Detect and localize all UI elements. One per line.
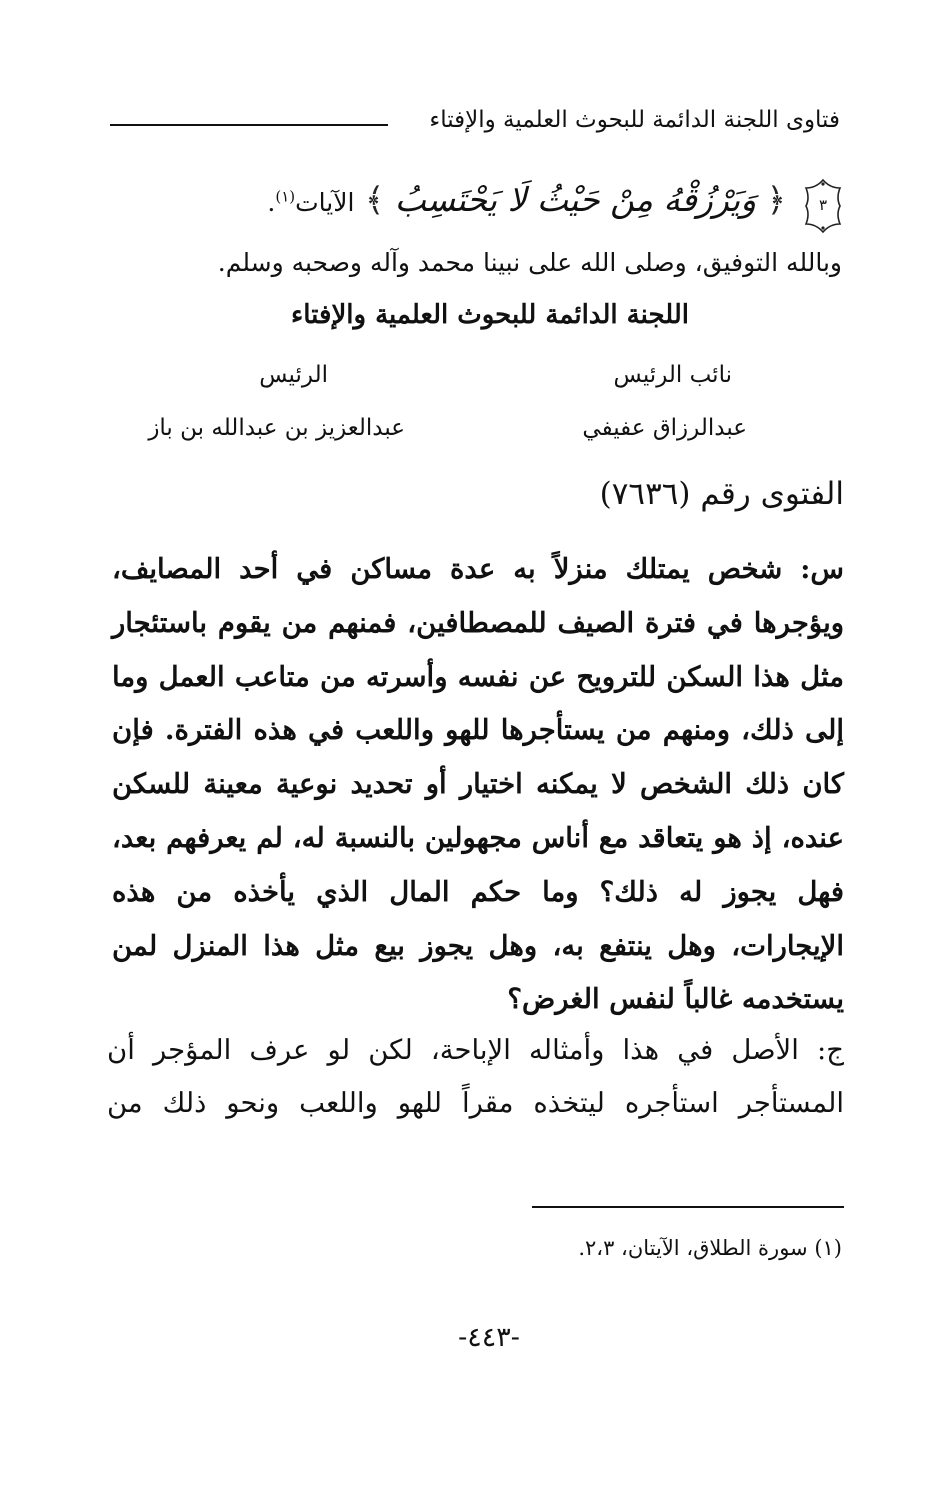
quran-verse-line (106, 178, 846, 238)
verse-open-bracket: ﴿ (766, 180, 786, 219)
footnote-reference: (١) (275, 187, 296, 206)
committee-title: اللجنة الدائمة للبحوث العلمية والإفتاء (291, 300, 689, 330)
footnote-rule (532, 1206, 844, 1208)
header-title: فتاوى اللجنة الدائمة للبحوث العلمية والإفتاء (429, 107, 840, 133)
verse-end-mark: . (267, 188, 276, 217)
verse-number: ٣ (818, 196, 828, 214)
president-role: الرئيس (259, 362, 328, 388)
header-rule (110, 124, 388, 126)
ayat-label: الآيات (295, 188, 355, 217)
verse-text-block (267, 180, 786, 219)
verse-close-bracket: ﴾ (364, 180, 385, 219)
answer-paragraph: ج: الأصل في هذا وأمثاله الإباحة، لكن لو عرف المؤجر أن المستأجر استأجره ليتخذه مقراً للهو واللعب ونحو ذلك من (107, 1034, 844, 1119)
closing-line: وبالله التوفيق، وصلى الله على نبينا محمد وآله وصحبه وسلم. (217, 248, 842, 277)
ayat-label-group (267, 188, 354, 217)
footnote: (١) سورة الطلاق، الآيتان، ٢،٣. (578, 1236, 842, 1260)
vice-president-role: نائب الرئيس (613, 362, 732, 388)
vice-president-name: عبدالرزاق عفيفي (582, 415, 747, 441)
running-header (110, 103, 840, 143)
question-paragraph: س: شخص يمتلك منزلاً به عدة مساكن في أحد المصايف، ويؤجرها في فترة الصيف للمصطافين، فمنهم من يقوم باستئجار مثل هذا السكن للترويح عن نفسه وأسرته من متاعب العمل وما إلى ذلك، ومنهم من يستأجرها للهو واللعب في هذه الفترة. فإن كان ذلك الشخص لا يمكنه اختيار أو تحديد نوعية معينة للسكن عنده، إذ هو يتعاقد مع أناس مجهولين بالنسبة له، لم يعرفهم بعد، فهل يجوز له ذلك؟ وما حكم المال الذي يأخذه من هذه الإيجارات، وهل ينتفع به، وهل يجوز بيع مثل هذا المنزل لمن يستخدمه غالباً لنفس الغرض؟ (112, 553, 844, 1016)
page-number: -٤٤٣- (458, 1322, 520, 1353)
verse-text: وَيَرْزُقْهُ مِنْ حَيْثُ لَا يَحْتَسِبُ (394, 180, 757, 219)
president-name: عبدالعزيز بن عبدالله بن باز (148, 415, 405, 441)
verse-number-ornament (800, 178, 846, 234)
fatwa-number: الفتوى رقم (٧٦٣٦) (599, 476, 844, 512)
